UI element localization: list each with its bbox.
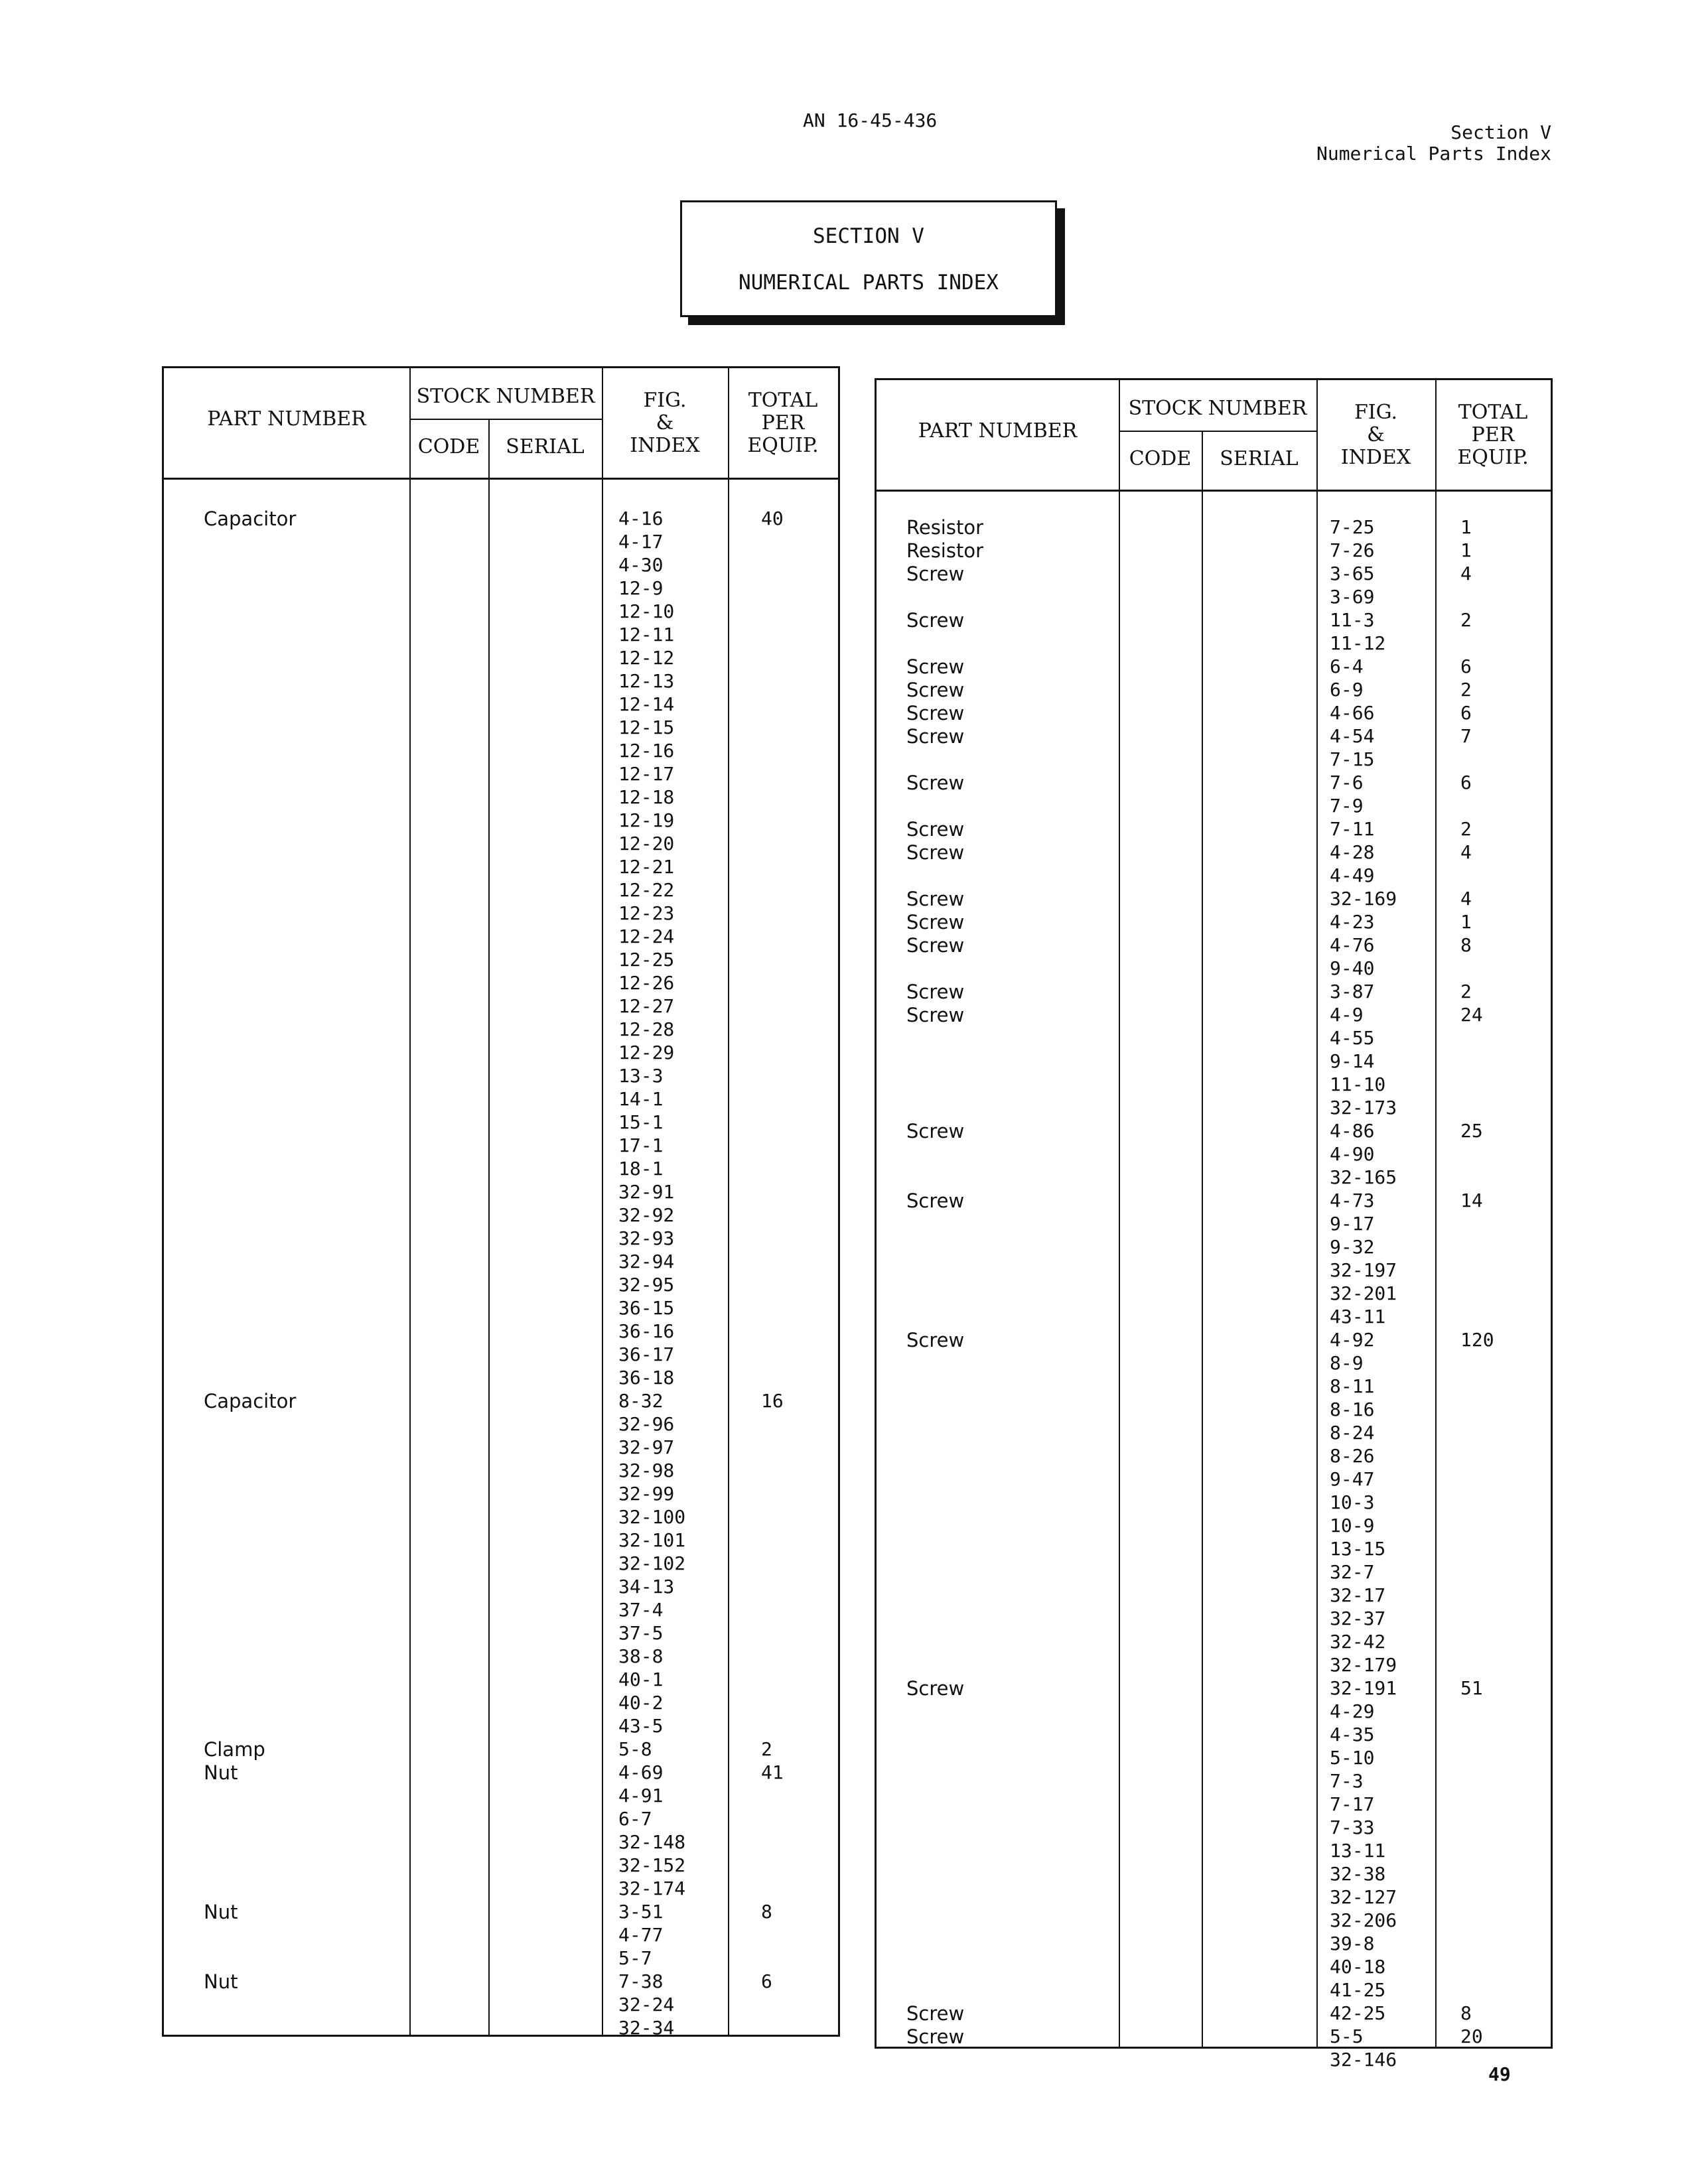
- total-per-equip-cell: 8: [1460, 2002, 1472, 2024]
- fig-index-cell: 4-86: [1330, 1120, 1375, 1142]
- fig-index-cell: 8-24: [1330, 1422, 1375, 1444]
- fig-index-cell: 37-5: [618, 1622, 664, 1644]
- total-per-equip-cell: 2: [1460, 609, 1472, 631]
- col-part-number: PART NUMBER: [918, 419, 1078, 443]
- total-per-equip-cell: 2: [1460, 981, 1472, 1002]
- col-total-per-equip: [1435, 401, 1551, 469]
- part-name-cell: Screw: [906, 1004, 965, 1026]
- fig-index-cell: 4-69: [618, 1761, 664, 1783]
- fig-index-cell: 32-127: [1330, 1886, 1397, 1908]
- fig-index-cell: 7-11: [1330, 818, 1375, 840]
- col-per-line: PER: [761, 411, 805, 435]
- fig-index-cell: 42-25: [1330, 2002, 1386, 2024]
- fig-index-cell: 32-201: [1330, 1282, 1397, 1304]
- part-name-cell: Screw: [906, 888, 965, 910]
- fig-index-cell: 41-25: [1330, 1979, 1386, 2001]
- total-per-equip-cell: 8: [761, 1901, 772, 1923]
- fig-index-cell: 9-40: [1330, 957, 1375, 979]
- col-equip-line: EQUIP.: [747, 434, 819, 457]
- fig-index-cell: 36-16: [618, 1320, 675, 1342]
- fig-index-cell: 12-13: [618, 670, 675, 692]
- fig-index-cell: 9-17: [1330, 1213, 1375, 1235]
- fig-index-cell: 4-29: [1330, 1700, 1375, 1722]
- col-amp-line: &: [656, 411, 674, 435]
- fig-index-cell: 9-14: [1330, 1050, 1375, 1072]
- parts-table-left: [162, 366, 840, 2037]
- part-name-cell: Screw: [906, 702, 965, 724]
- fig-index-cell: 7-38: [618, 1970, 664, 1992]
- col-index-line: INDEX: [630, 434, 700, 457]
- fig-index-cell: 12-29: [618, 1042, 675, 1063]
- col-fig-index: [1316, 401, 1435, 469]
- part-name-cell: Screw: [906, 841, 965, 864]
- fig-index-cell: 32-173: [1330, 1097, 1397, 1119]
- col-code: CODE: [417, 435, 480, 458]
- total-per-equip-cell: 6: [1460, 772, 1472, 793]
- part-name-cell: Screw: [906, 981, 965, 1003]
- total-per-equip-cell: 4: [1460, 841, 1472, 863]
- parts-table-right: [875, 378, 1553, 2071]
- fig-index-cell: 12-15: [618, 717, 675, 738]
- fig-index-cell: 38-8: [618, 1645, 664, 1667]
- part-name-cell: Screw: [906, 679, 965, 701]
- fig-index-cell: 12-10: [618, 600, 675, 622]
- fig-index-cell: 32-17: [1330, 1584, 1386, 1606]
- fig-index-cell: 43-11: [1330, 1306, 1386, 1328]
- fig-index-cell: 32-165: [1330, 1166, 1397, 1188]
- col-total-line: TOTAL: [1458, 401, 1528, 424]
- fig-index-cell: 32-94: [618, 1251, 675, 1272]
- fig-index-cell: 8-9: [1330, 1352, 1364, 1374]
- fig-index-cell: 4-28: [1330, 841, 1375, 863]
- col-equip-line: EQUIP.: [1457, 446, 1529, 469]
- total-per-equip-cell: 1: [1460, 516, 1472, 538]
- fig-index-cell: 4-77: [618, 1924, 664, 1946]
- total-per-equip-cell: 20: [1460, 2025, 1483, 2047]
- fig-index-cell: 4-76: [1330, 934, 1375, 956]
- fig-index-cell: 4-17: [618, 531, 664, 553]
- part-name-cell: Screw: [906, 934, 965, 957]
- fig-index-cell: 12-20: [618, 833, 675, 854]
- col-index-line: INDEX: [1340, 446, 1411, 469]
- part-name-cell: Screw: [906, 609, 965, 632]
- col-fig-line: FIG.: [1354, 401, 1398, 424]
- fig-index-cell: 12-28: [618, 1018, 675, 1040]
- fig-index-cell: 37-4: [618, 1599, 664, 1621]
- fig-index-cell: 13-3: [618, 1065, 664, 1087]
- fig-index-cell: 4-54: [1330, 725, 1375, 747]
- part-name-cell: Nut: [204, 1970, 238, 1993]
- fig-index-cell: 12-25: [618, 949, 675, 971]
- fig-index-cell: 12-23: [618, 902, 675, 924]
- fig-index-cell: 32-99: [618, 1483, 675, 1505]
- fig-index-cell: 40-2: [618, 1692, 664, 1714]
- fig-index-cell: 12-21: [618, 856, 675, 878]
- fig-index-cell: 32-148: [618, 1831, 686, 1853]
- fig-index-cell: 32-42: [1330, 1631, 1386, 1653]
- fig-index-cell: 17-1: [618, 1134, 664, 1156]
- total-per-equip-cell: 24: [1460, 1004, 1483, 1026]
- fig-index-cell: 12-26: [618, 972, 675, 994]
- part-name-cell: Screw: [906, 818, 965, 841]
- fig-index-cell: 5-7: [618, 1947, 652, 1969]
- fig-index-cell: 12-18: [618, 786, 675, 808]
- fig-index-cell: 7-26: [1330, 539, 1375, 561]
- fig-index-cell: 5-10: [1330, 1747, 1375, 1769]
- fig-index-cell: 8-26: [1330, 1445, 1375, 1467]
- total-per-equip-cell: 4: [1460, 563, 1472, 584]
- col-total-line: TOTAL: [748, 389, 818, 412]
- part-name-cell: Screw: [906, 772, 965, 794]
- fig-index-cell: 32-102: [618, 1552, 686, 1574]
- fig-index-cell: 32-191: [1330, 1677, 1397, 1699]
- part-name-cell: Screw: [906, 563, 965, 585]
- fig-index-cell: 36-17: [618, 1343, 675, 1365]
- fig-index-cell: 3-65: [1330, 563, 1375, 584]
- total-per-equip-cell: 7: [1460, 725, 1472, 747]
- fig-index-cell: 4-30: [618, 554, 664, 576]
- fig-index-cell: 7-15: [1330, 748, 1375, 770]
- fig-index-cell: 7-17: [1330, 1793, 1375, 1815]
- fig-index-cell: 5-8: [618, 1738, 652, 1760]
- total-per-equip-cell: 2: [761, 1738, 772, 1760]
- col-code: CODE: [1129, 447, 1192, 470]
- part-name-cell: Screw: [906, 1120, 965, 1142]
- section-label: Section V: [1450, 121, 1551, 143]
- fig-index-cell: 7-9: [1330, 795, 1364, 817]
- fig-index-cell: 39-8: [1330, 1933, 1375, 1954]
- col-stock-number: STOCK NUMBER: [416, 385, 595, 408]
- part-name-cell: Screw: [906, 655, 965, 678]
- total-per-equip-cell: 120: [1460, 1329, 1494, 1351]
- col-serial: SERIAL: [1220, 447, 1299, 470]
- section-title-box: [680, 200, 1057, 317]
- fig-index-cell: 18-1: [618, 1158, 664, 1180]
- total-per-equip-cell: 16: [761, 1390, 784, 1412]
- fig-index-cell: 7-6: [1330, 772, 1364, 793]
- fig-index-cell: 4-66: [1330, 702, 1375, 724]
- fig-index-cell: 40-1: [618, 1669, 664, 1690]
- fig-index-cell: 36-15: [618, 1297, 675, 1319]
- part-name-cell: Resistor: [906, 539, 983, 562]
- fig-index-cell: 4-90: [1330, 1143, 1375, 1165]
- fig-index-cell: 12-11: [618, 624, 675, 646]
- document-number: AN 16-45-436: [803, 109, 938, 131]
- part-name-cell: Screw: [906, 1329, 965, 1351]
- fig-index-cell: 8-11: [1330, 1375, 1375, 1397]
- fig-index-cell: 32-98: [618, 1460, 675, 1481]
- fig-index-cell: 3-51: [618, 1901, 664, 1923]
- total-per-equip-cell: 1: [1460, 911, 1472, 933]
- fig-index-cell: 32-174: [618, 1877, 686, 1899]
- total-per-equip-cell: 2: [1460, 818, 1472, 840]
- fig-index-cell: 32-97: [618, 1436, 675, 1458]
- total-per-equip-cell: 25: [1460, 1120, 1483, 1142]
- fig-index-cell: 12-22: [618, 879, 675, 901]
- fig-index-cell: 4-91: [618, 1785, 664, 1807]
- section-title: Numerical Parts Index: [1316, 143, 1551, 165]
- section-header: [1316, 122, 1551, 165]
- part-name-cell: Clamp: [204, 1738, 265, 1761]
- fig-index-cell: 12-24: [618, 925, 675, 947]
- fig-index-cell: 8-16: [1330, 1399, 1375, 1420]
- fig-index-cell: 6-9: [1330, 679, 1364, 701]
- part-name-cell: Screw: [906, 2002, 965, 2025]
- fig-index-cell: 11-3: [1330, 609, 1375, 631]
- fig-index-cell: 34-13: [618, 1576, 675, 1598]
- col-part-number: PART NUMBER: [207, 407, 366, 431]
- fig-index-cell: 32-91: [618, 1181, 675, 1203]
- fig-index-cell: 14-1: [618, 1088, 664, 1110]
- fig-index-cell: 4-35: [1330, 1724, 1375, 1745]
- fig-index-cell: 32-169: [1330, 888, 1397, 910]
- fig-index-cell: 4-49: [1330, 864, 1375, 886]
- title-box-line-2: NUMERICAL PARTS INDEX: [739, 271, 999, 295]
- part-name-cell: Capacitor: [204, 508, 297, 530]
- fig-index-cell: 12-14: [618, 693, 675, 715]
- fig-index-cell: 11-12: [1330, 632, 1386, 654]
- fig-index-cell: 10-9: [1330, 1515, 1375, 1536]
- fig-index-cell: 4-73: [1330, 1190, 1375, 1211]
- col-total-per-equip: [728, 389, 838, 457]
- fig-index-cell: 15-1: [618, 1111, 664, 1133]
- fig-index-cell: 4-55: [1330, 1027, 1375, 1049]
- col-amp-line: &: [1367, 423, 1385, 446]
- fig-index-cell: 13-11: [1330, 1840, 1386, 1862]
- total-per-equip-cell: 6: [1460, 702, 1472, 724]
- fig-index-cell: 8-32: [618, 1390, 664, 1412]
- fig-index-cell: 7-3: [1330, 1770, 1364, 1792]
- part-name-cell: Screw: [906, 1190, 965, 1212]
- col-fig-line: FIG.: [643, 389, 687, 412]
- fig-index-cell: 32-92: [618, 1204, 675, 1226]
- fig-index-cell: 32-179: [1330, 1654, 1397, 1676]
- title-box-line-1: SECTION V: [813, 224, 924, 248]
- col-stock-number: STOCK NUMBER: [1128, 397, 1307, 420]
- fig-index-cell: 32-95: [618, 1274, 675, 1296]
- fig-index-cell: 3-87: [1330, 981, 1375, 1002]
- part-name-cell: Screw: [906, 725, 965, 748]
- total-per-equip-cell: 8: [1460, 934, 1472, 956]
- total-per-equip-cell: 1: [1460, 539, 1472, 561]
- total-per-equip-cell: 51: [1460, 1677, 1483, 1699]
- page-number: 49: [1488, 2063, 1511, 2085]
- fig-index-cell: 32-100: [618, 1506, 686, 1528]
- fig-index-cell: 32-197: [1330, 1259, 1397, 1281]
- part-name-cell: Screw: [906, 911, 965, 933]
- fig-index-cell: 12-17: [618, 763, 675, 785]
- fig-index-cell: 32-93: [618, 1227, 675, 1249]
- fig-index-cell: 12-12: [618, 647, 675, 669]
- col-serial: SERIAL: [506, 435, 585, 458]
- total-per-equip-cell: 6: [1460, 655, 1472, 677]
- fig-index-cell: 32-38: [1330, 1863, 1386, 1885]
- fig-index-cell: 11-10: [1330, 1073, 1386, 1095]
- fig-index-cell: 36-18: [618, 1367, 675, 1389]
- fig-index-cell: 32-34: [618, 2017, 675, 2039]
- fig-index-cell: 4-23: [1330, 911, 1375, 933]
- fig-index-cell: 32-7: [1330, 1561, 1375, 1583]
- fig-index-cell: 7-33: [1330, 1816, 1375, 1838]
- fig-index-cell: 10-3: [1330, 1491, 1375, 1513]
- fig-index-cell: 3-69: [1330, 586, 1375, 608]
- fig-index-cell: 32-152: [618, 1854, 686, 1876]
- fig-index-cell: 12-16: [618, 740, 675, 762]
- fig-index-cell: 12-19: [618, 809, 675, 831]
- part-name-cell: Capacitor: [204, 1390, 297, 1412]
- fig-index-cell: 32-96: [618, 1413, 675, 1435]
- fig-index-cell: 4-9: [1330, 1004, 1364, 1026]
- part-name-cell: Screw: [906, 2025, 965, 2048]
- part-name-cell: Nut: [204, 1901, 238, 1923]
- total-per-equip-cell: 6: [761, 1970, 772, 1992]
- fig-index-cell: 32-37: [1330, 1607, 1386, 1629]
- fig-index-cell: 43-5: [618, 1715, 664, 1737]
- part-name-cell: Resistor: [906, 516, 983, 539]
- fig-index-cell: 12-27: [618, 995, 675, 1017]
- fig-index-cell: 32-24: [618, 1994, 675, 2015]
- fig-index-cell: 4-92: [1330, 1329, 1375, 1351]
- fig-index-cell: 32-146: [1330, 2049, 1397, 2071]
- total-per-equip-cell: 40: [761, 508, 784, 529]
- fig-index-cell: 40-18: [1330, 1956, 1386, 1978]
- col-per-line: PER: [1471, 423, 1515, 446]
- fig-index-cell: 12-9: [618, 577, 664, 599]
- fig-index-cell: 9-32: [1330, 1236, 1375, 1258]
- total-per-equip-cell: 2: [1460, 679, 1472, 701]
- col-fig-index: [602, 389, 728, 457]
- fig-index-cell: 9-47: [1330, 1468, 1375, 1490]
- fig-index-cell: 4-16: [618, 508, 664, 529]
- total-per-equip-cell: 4: [1460, 888, 1472, 910]
- fig-index-cell: 13-15: [1330, 1538, 1386, 1560]
- total-per-equip-cell: 14: [1460, 1190, 1483, 1211]
- fig-index-cell: 5-5: [1330, 2025, 1364, 2047]
- fig-index-cell: 6-7: [618, 1808, 652, 1830]
- part-name-cell: Nut: [204, 1761, 238, 1784]
- fig-index-cell: 32-206: [1330, 1909, 1397, 1931]
- fig-index-cell: 32-101: [618, 1529, 686, 1551]
- part-name-cell: Screw: [906, 1677, 965, 1700]
- fig-index-cell: 6-4: [1330, 655, 1364, 677]
- fig-index-cell: 7-25: [1330, 516, 1375, 538]
- total-per-equip-cell: 41: [761, 1761, 784, 1783]
